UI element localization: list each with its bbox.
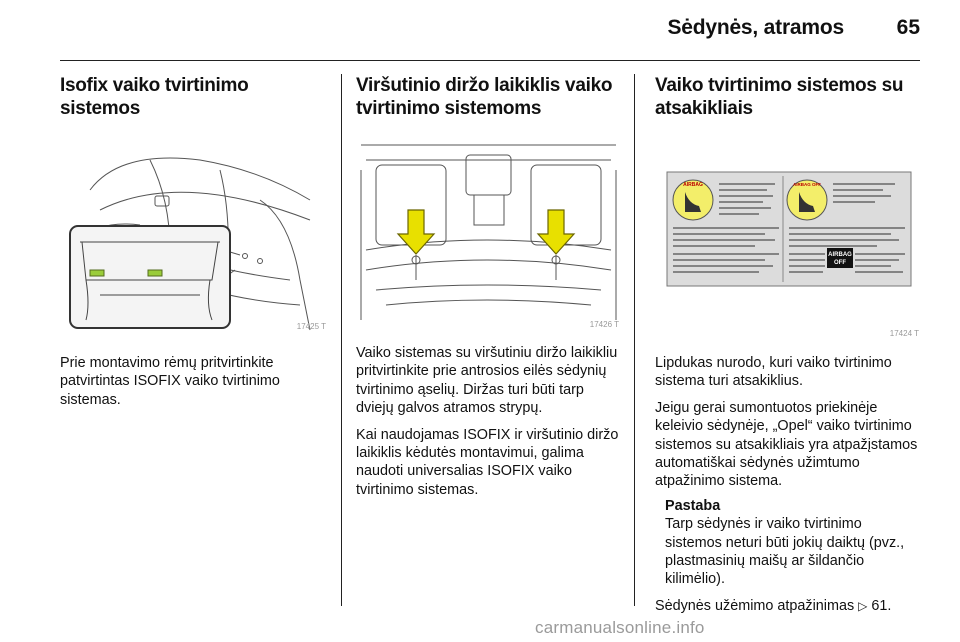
page-reference-icon: ▷ [858, 598, 868, 613]
note-title: Pastaba [665, 497, 721, 514]
note-text: Tarp sėdynės ir vaiko tvirtinimo sistemos neturi būti jokių daiktų (pvz., plastmasinių maišų ar šildančio kilimėlio). [665, 516, 905, 588]
figure-code-transponder: 17424 T [889, 329, 919, 338]
column-isofix [60, 74, 328, 409]
section-heading-isofix: Isofix vaiko tvirtinimo sistemos [60, 75, 249, 119]
sticker-airbag-label: AIRBAG [828, 252, 852, 258]
watermark-text: carmanualsonline.info [535, 618, 705, 637]
top-tether-paragraph-2: Kai naudojamas ISOFIX ir viršutinio diržo laikiklis kėdutės montavimui, galima naudoti universalias ISOFIX vaiko tvirtinimo sistemas. [356, 426, 619, 498]
figure-isofix-seat [60, 130, 328, 332]
cross-reference-page[interactable]: 61. [871, 597, 892, 614]
sticker-airbag-badge: AIRBAG [683, 182, 703, 188]
cross-reference-text: Sėdynės užėmimo atpažinimas [655, 597, 855, 614]
top-tether-paragraph-1: Vaiko sistemas su viršutiniu diržo laikikliu pritvirtinkite prie antrosios eilės sėdynių tvirtinimo ąselių. Diržas turi būti tarp dviejų galvos atramos strypų. [356, 345, 618, 417]
column-divider-2 [634, 74, 635, 606]
note-box [665, 497, 921, 589]
isofix-seat-illustration [60, 130, 328, 332]
column-divider-1 [341, 74, 342, 606]
isofix-text: Prie montavimo rėmų pritvirtinkite patvirtintas ISOFIX vaiko tvirtinimo sistemas. [60, 355, 280, 408]
figure-airbag-sticker [655, 130, 921, 340]
column-top-tether [356, 74, 621, 499]
figure-top-tether [356, 130, 621, 330]
header-divider [60, 60, 920, 61]
transponder-paragraph-2: Jeigu gerai sumontuotos priekinėje keleivio sėdynėje, „Opel“ vaiko tvirtinimo sistemos su atsakikliais yra atpažįstamos automatiškai sėdynės užimtumo atpažinimo sistema. [655, 399, 918, 490]
sticker-airbag-off-badge: AIRBAG OFF [793, 182, 821, 187]
page-number: 65 [896, 16, 920, 39]
airbag-sticker-illustration [655, 130, 921, 340]
section-heading-top-tether: Viršutinio diržo laikiklis vaiko tvirtinimo sistemoms [356, 75, 613, 119]
cross-reference [655, 597, 921, 615]
figure-code-isofix: 17425 T [296, 322, 326, 331]
top-tether-illustration [356, 130, 621, 330]
column-transponder [655, 74, 921, 615]
page-header-title: Sėdynės, atramos [667, 16, 844, 39]
figure-code-top-tether: 17426 T [589, 320, 619, 329]
transponder-paragraph-1: Lipdukas nurodo, kuri vaiko tvirtinimo sistema turi atsakiklius. [655, 355, 892, 390]
sticker-off-label: OFF [834, 260, 846, 266]
section-heading-transponder: Vaiko tvirtinimo sistemos su atsakikliais [655, 75, 904, 119]
